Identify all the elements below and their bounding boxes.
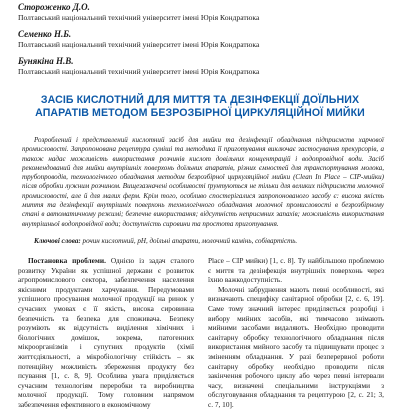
author-list [18, 2, 388, 83]
author-name: Семенко Н.Б. [18, 29, 72, 39]
article-title: ЗАСІБ КИСЛОТНИЙ ДЛЯ МИТТЯ ТА ДЕЗІНФЕКЦІЇ ДОЇЛЬНИХ АПАРАТІВ МЕТОДОМ БЕЗРОЗБІРНОЇ ЦИРКУЛЯЦІЙНОЇ МИЙКИ [35, 94, 365, 119]
author-block [18, 2, 388, 23]
body-column-right [208, 256, 384, 410]
author-block [18, 29, 388, 50]
author-block [18, 56, 388, 77]
author-affiliation: Полтавський національний технічний університет імені Юрія Кондратюка [18, 40, 260, 49]
author-name: Стороженко Д.О. [18, 2, 90, 12]
keywords-text: рочин кислотний, pH, доїльні апарати, молочний камінь, собівартість. [82, 237, 298, 245]
section-lead: Постановка проблеми. [28, 256, 106, 265]
author-name: Бунякіна Н.В. [18, 56, 74, 66]
paragraph: Молочні забруднення мають певні особливості, які визначають специфіку санітарної обробки [2, с. 6, 19]. Саме тому значний інтерес приділяється розробці і вибору мийних засобів, які тимчасово знімають мийними засобами видаляють. Необхідно проводити санітарну обробку технологічного обладнання після використання мийного засобу та підвищувати процес з зміненням обладнання. У разі безперервної роботи санітарну обробку необхідно проводити після закінчення робочого циклу або через певні інтервали часу, визначені спеціальними інструкціями з обслуговування обладнання та рецептурою [2, с. 21; 3, с. 7, 10]. [208, 284, 384, 409]
abstract: Розроблений і представлений кислотний засіб для мийки та дезінфекції обладнання підприємств харчової промисловості. Запропонована рецептура суміші та методика її приготування виключає застосування прекурсорів, а також надає можливість використання розчинів кислот довільних концентрацій і водопровідної води. Засіб рекомендований для мийки внутрішніх поверхонь доїльних апаратів, різних ємностей для транспортування молока, трубопроводів, технологічного обладнання методом безрозбірної циркуляційної мийки (Clean In Place – CIP-мийки) після обробки лужним розчином. Вищезазначені особливості ґрунтуються не тільки для великих підприємств молочної промисловості, але й для малих ферм. Крім того, особливо спостерігалися запропонованого засобу є: висока якість миття та дезінфекції внутрішніх поверхонь технологічного обладнання молочної промисловості в безрозбірному стані в автоматичному режимі; безпечне використання; відсутність неприємних запахів; можливість використання внутрішньої водопровідної води; доступність сировини та простота приготування. [22, 136, 384, 228]
paragraph: Place – CIP мийки) [1, с. 8]. Ту найбільшою проблемою є миття та дезінфекція внутрішніх поверхонь через їхню важкодоступність. [208, 256, 384, 285]
paragraph: Однією із задач сталого розвитку України як успішної держави є розвиток агропромислового сектора, забезпечення населення якісними продуктами харчування. Передумовами успішного просування молочної продукції на ринок у сучасних умовах є її якість, висока сировинна безпечність та безпека для споживача. Безпеку розуміють як відсутність виділення хімічних і біологічних домішок, зокрема, патогенних мікроорганізмів і супутних продуктів (хімії життєдіяльності, а мікробіологічну стійкість – як потенційну можливість збереження продукту без псування [1, с. 8, 9]. Особлива увага приділяється сучасним технологіям переробки та виробництва молочної продукції. Тому головним напрямом забезпечення ефективного в економічному [18, 256, 194, 409]
author-affiliation: Полтавський національний технічний університет імені Юрія Кондратюка [18, 13, 260, 22]
body-column-left [18, 256, 194, 410]
author-affiliation: Полтавський національний технічний університет імені Юрія Кондратюка [18, 67, 260, 76]
keywords [22, 237, 384, 246]
keywords-label: Ключові слова: [34, 237, 81, 245]
